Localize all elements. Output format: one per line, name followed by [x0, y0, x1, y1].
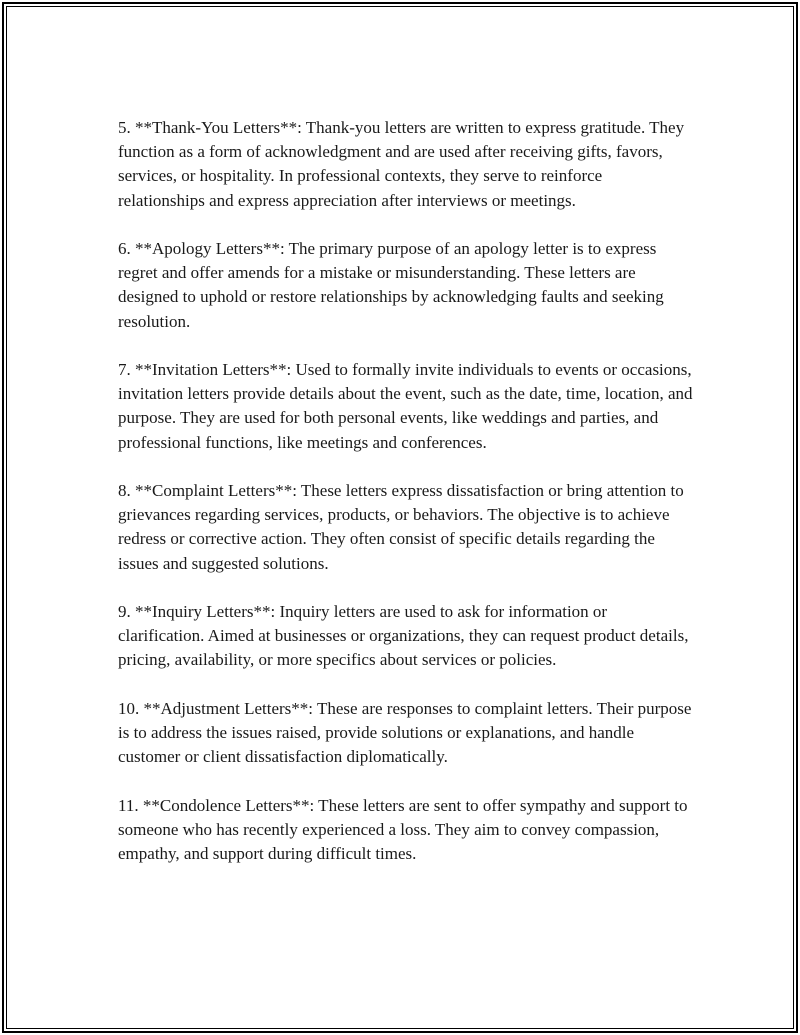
paragraph-inquiry-letters: 9. **Inquiry Letters**: Inquiry letters are used to ask for information or clarification. Aimed at businesses or organizations, they can request product details, pricing, availability, or more specifics about services or policies.: [118, 602, 689, 670]
paragraph-condolence-letters: 11. **Condolence Letters**: These letters are sent to offer sympathy and support to someone who has recently experienced a loss. They aim to convey compassion, empathy, and support during difficult times.: [118, 795, 688, 863]
paragraph-apology-letters: 6. **Apology Letters**: The primary purpose of an apology letter is to express regret and offer amends for a mistake or misunderstanding. These letters are designed to uphold or restore relationships by acknowledging faults and seeking resolution.: [118, 239, 664, 331]
paragraph-invitation-letters: 7. **Invitation Letters**: Used to formally invite individuals to events or occasions, invitation letters provide details about the event, such as the date, time, location, and purpose. They are used for both personal events, like weddings and parties, and professional functions, like meetings and conferences.: [118, 360, 693, 452]
paragraph-thank-you-letters: 5. **Thank-You Letters**: Thank-you letters are written to express gratitude. They function as a form of acknowledgment and are used after receiving gifts, favors, services, or hospitality. In professional contexts, they serve to reinforce relationships and express appreciation after interviews or meetings.: [118, 118, 685, 210]
paragraph-adjustment-letters: 10. **Adjustment Letters**: These are responses to complaint letters. Their purpose is to address the issues raised, provide solutions or explanations, and handle customer or client dissatisfaction diplomatically.: [118, 698, 692, 767]
paragraph-complaint-letters: 8. **Complaint Letters**: These letters express dissatisfaction or bring attention to grievances regarding services, products, or behaviors. The objective is to achieve redress or corrective action. They often consist of specific details regarding the issues and suggested solutions.: [118, 481, 684, 573]
document-body: [118, 116, 693, 890]
